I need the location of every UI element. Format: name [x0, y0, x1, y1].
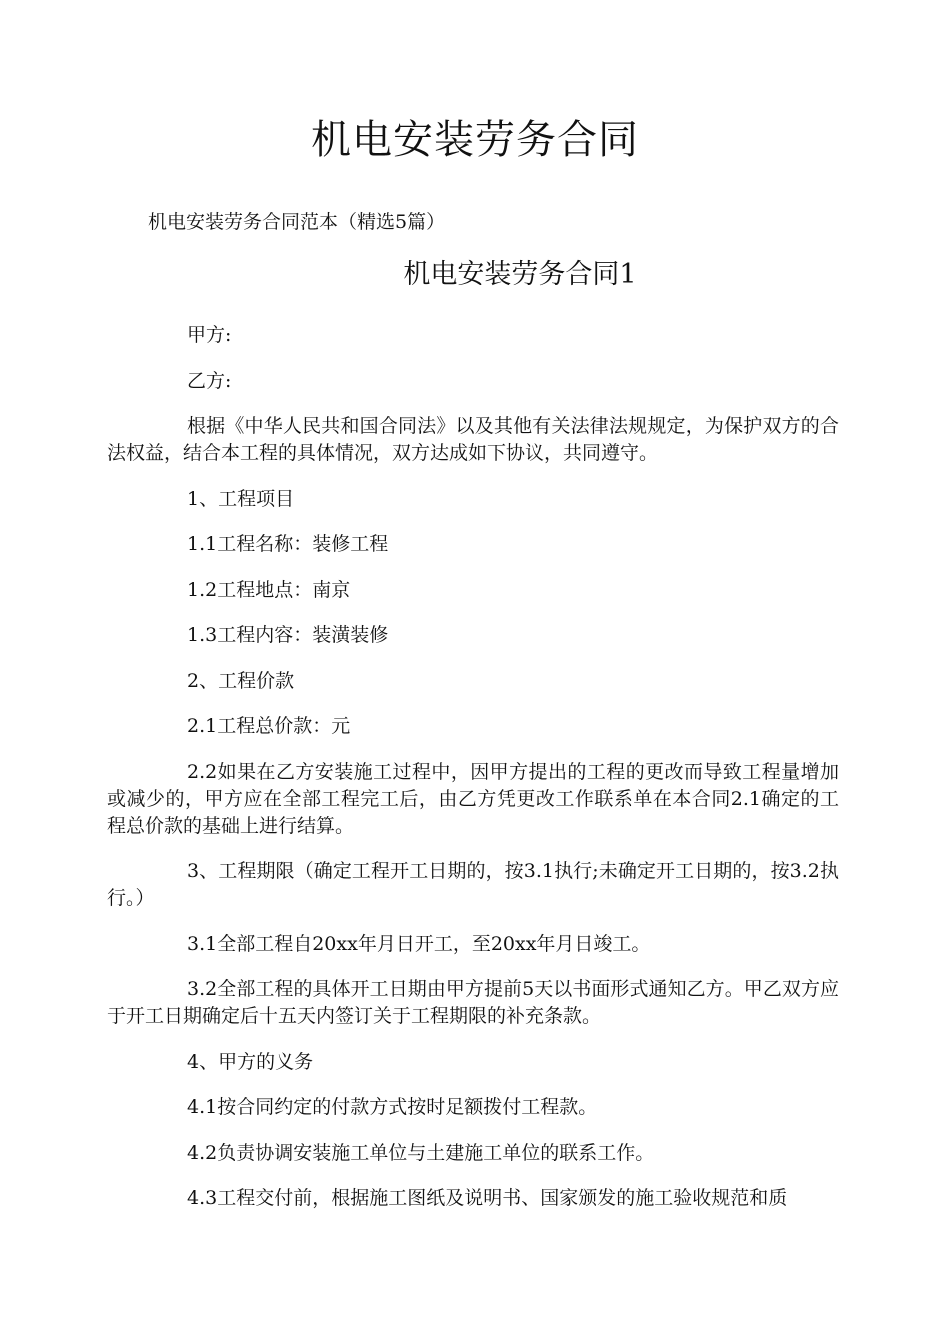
- clause-heading: 1、工程项目: [187, 487, 295, 510]
- clause-item: 3.1全部工程自20xx年月日开工，至20xx年月日竣工。: [187, 932, 651, 955]
- clause-item: 3.2全部工程的具体开工日期由甲方提前5天以书面形式通知乙方。甲乙双方应于开工日期确定后十五天内签订关于工程期限的补充条款。: [107, 978, 839, 1027]
- clause-item: 4.3工程交付前，根据施工图纸及说明书、国家颁发的施工验收规范和质: [187, 1187, 788, 1209]
- contract-body: [107, 322, 839, 1231]
- document-title: 机电安装劳务合同: [311, 117, 639, 163]
- section-title: 机电安装劳务合同1: [403, 259, 637, 290]
- clause-item: 2.2如果在乙方安装施工过程中，因甲方提出的工程的更改而导致工程量增加或减少的，甲方应在全部工程完工后，由乙方凭更改工作联系单在本合同2.1确定的工程总价款的基础上进行结算。: [107, 760, 839, 837]
- clause-item: 1.2工程地点：南京: [187, 578, 351, 601]
- clause-item: 4.1按合同约定的付款方式按时足额拨付工程款。: [187, 1096, 598, 1118]
- clause-item: 2.1工程总价款：元: [187, 715, 351, 737]
- preamble-paragraph: 根据《中华人民共和国合同法》以及其他有关法律法规规定，为保护双方的合法权益，结合本工程的具体情况，双方达成如下协议，共同遵守。: [107, 415, 839, 464]
- party-b-line: 乙方:: [187, 369, 232, 392]
- clause-heading: 2、工程价款: [187, 669, 295, 692]
- clause-heading: 4、甲方的义务: [187, 1050, 314, 1073]
- party-a-line: 甲方:: [187, 324, 232, 346]
- clause-item: 4.2负责协调安装施工单位与土建施工单位的联系工作。: [187, 1141, 655, 1164]
- clause-item: 1.1工程名称：装修工程: [187, 533, 389, 555]
- clause-item: 1.3工程内容：装潢装修: [187, 624, 389, 646]
- clause-heading: 3、工程期限（确定工程开工日期的，按3.1执行;未确定开工日期的，按3.2执行。）: [107, 860, 839, 909]
- document-subtitle: 机电安装劳务合同范本（精选5篇）: [148, 211, 446, 233]
